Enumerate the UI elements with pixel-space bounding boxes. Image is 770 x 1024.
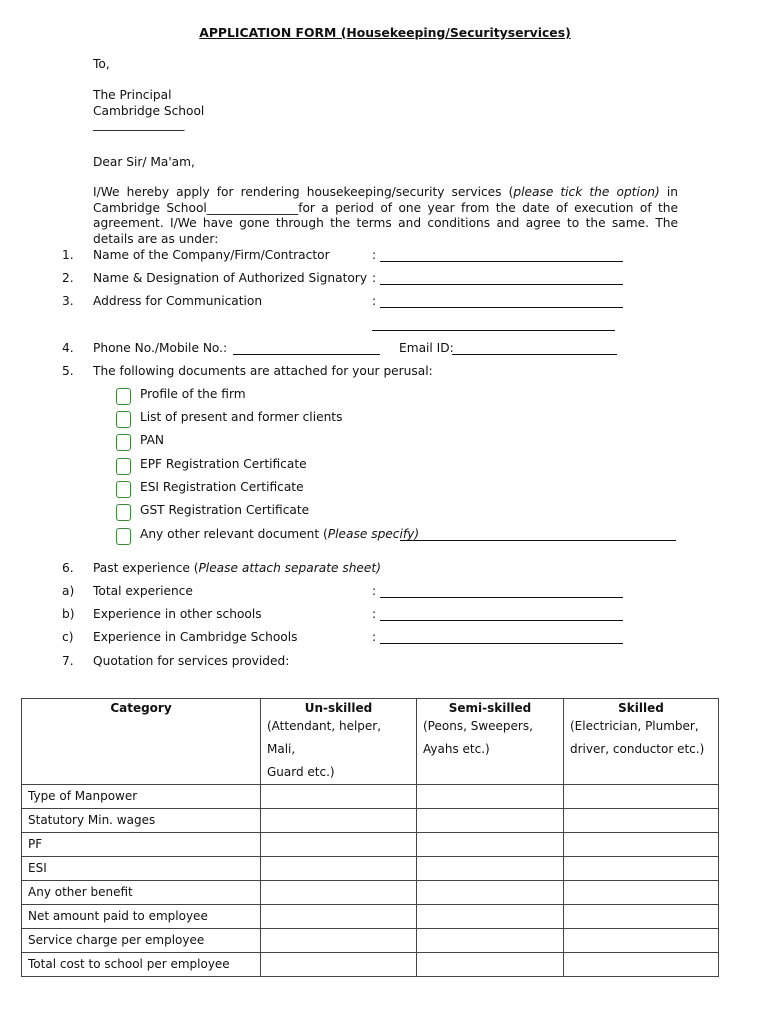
- field-num-5: 5.: [62, 364, 74, 378]
- table-row: [22, 833, 719, 857]
- table-cell-input[interactable]: [417, 881, 564, 905]
- intro-italic: please tick the option): [513, 185, 660, 199]
- quotation-label: Quotation for services provided:: [93, 654, 290, 668]
- field-num-2: 2.: [62, 271, 74, 285]
- document-item-other: [140, 527, 419, 541]
- checkbox-esi[interactable]: [116, 481, 131, 498]
- field-num-1: 1.: [62, 248, 74, 262]
- experience-label: [93, 561, 381, 575]
- document-item-clients: List of present and former clients: [140, 410, 343, 424]
- row-label: Net amount paid to employee: [22, 905, 261, 929]
- phone-label: Phone No./Mobile No.:: [93, 341, 228, 355]
- table-cell-input[interactable]: [261, 953, 417, 977]
- table-cell-input[interactable]: [417, 953, 564, 977]
- row-label: Service charge per employee: [22, 929, 261, 953]
- table-cell-input[interactable]: [564, 905, 719, 929]
- address-field-line-2[interactable]: [372, 330, 615, 331]
- table-row: [22, 809, 719, 833]
- total-experience-field[interactable]: [380, 597, 623, 598]
- email-label: Email ID:: [399, 341, 454, 355]
- checkbox-other[interactable]: [116, 528, 131, 545]
- row-label: Any other benefit: [22, 881, 261, 905]
- other-prefix: Any other relevant document (: [140, 527, 328, 541]
- other-schools-label: Experience in other schools: [93, 607, 262, 621]
- table-cell-input[interactable]: [564, 881, 719, 905]
- other-document-field[interactable]: [400, 540, 676, 541]
- email-field[interactable]: [452, 354, 617, 355]
- table-cell-input[interactable]: [417, 929, 564, 953]
- table-cell-input[interactable]: [417, 833, 564, 857]
- row-label: PF: [22, 833, 261, 857]
- address-line-3: _______________: [93, 117, 185, 131]
- document-item-epf: EPF Registration Certificate: [140, 457, 307, 471]
- other-italic: Please specify): [327, 527, 420, 541]
- table-cell-input[interactable]: [417, 905, 564, 929]
- table-row: [22, 857, 719, 881]
- table-header-row: [22, 699, 719, 785]
- table-cell-input[interactable]: [564, 785, 719, 809]
- checkbox-clients[interactable]: [116, 411, 131, 428]
- total-experience-label: Total experience: [93, 584, 193, 598]
- header-unskilled: Un-skilled (Attendant, helper, Mali, Guard etc.): [261, 699, 417, 785]
- row-label: ESI: [22, 857, 261, 881]
- table-cell-input[interactable]: [564, 809, 719, 833]
- field-label-address: Address for Communication: [93, 294, 263, 308]
- field-num-7: 7.: [62, 654, 74, 668]
- experience-num-b: b): [62, 607, 75, 621]
- table-cell-input[interactable]: [261, 905, 417, 929]
- checkbox-pan[interactable]: [116, 434, 131, 451]
- field-colon: :: [372, 271, 377, 285]
- company-name-field[interactable]: [380, 261, 623, 262]
- field-colon: :: [372, 630, 377, 644]
- document-item-gst: GST Registration Certificate: [140, 503, 310, 517]
- field-num-6: 6.: [62, 561, 74, 575]
- row-label: Type of Manpower: [22, 785, 261, 809]
- document-item-pan: PAN: [140, 433, 165, 447]
- field-colon: :: [372, 294, 377, 308]
- table-cell-input[interactable]: [261, 929, 417, 953]
- table-row: [22, 785, 719, 809]
- intro-text-1: I/We hereby apply for rendering housekeeping/security services (: [93, 185, 514, 199]
- table-cell-input[interactable]: [564, 857, 719, 881]
- table-cell-input[interactable]: [261, 809, 417, 833]
- table-cell-input[interactable]: [417, 809, 564, 833]
- document-item-esi: ESI Registration Certificate: [140, 480, 304, 494]
- table-cell-input[interactable]: [417, 785, 564, 809]
- other-schools-field[interactable]: [380, 620, 623, 621]
- document-item-profile: Profile of the firm: [140, 387, 246, 401]
- table-cell-input[interactable]: [261, 833, 417, 857]
- intro-paragraph: [93, 185, 678, 247]
- field-label-company: Name of the Company/Firm/Contractor: [93, 248, 330, 262]
- address-to: To,: [93, 57, 110, 71]
- form-title: APPLICATION FORM (Housekeeping/Securityservices): [199, 25, 571, 40]
- cambridge-schools-label: Experience in Cambridge Schools: [93, 630, 298, 644]
- table-row: [22, 929, 719, 953]
- field-num-3: 3.: [62, 294, 74, 308]
- row-label: Statutory Min. wages: [22, 809, 261, 833]
- table-cell-input[interactable]: [261, 785, 417, 809]
- table-cell-input[interactable]: [261, 857, 417, 881]
- intro-text-2: in Cambridge School: [93, 185, 678, 215]
- salutation: Dear Sir/ Ma'am,: [93, 155, 195, 169]
- field-num-4: 4.: [62, 341, 74, 355]
- field-colon: :: [372, 607, 377, 621]
- experience-num-c: c): [62, 630, 74, 644]
- field-label-signatory: Name & Designation of Authorized Signatory: [93, 271, 368, 285]
- address-line-2: Cambridge School: [93, 104, 205, 118]
- table-row: [22, 953, 719, 977]
- table-cell-input[interactable]: [417, 857, 564, 881]
- intro-school-blank[interactable]: _______________: [206, 200, 299, 215]
- table-row: [22, 905, 719, 929]
- checkbox-gst[interactable]: [116, 504, 131, 521]
- table-cell-input[interactable]: [564, 929, 719, 953]
- cambridge-schools-field[interactable]: [380, 643, 623, 644]
- table-cell-input[interactable]: [564, 833, 719, 857]
- phone-field[interactable]: [233, 354, 380, 355]
- address-field-line-1[interactable]: [380, 307, 623, 308]
- header-semiskilled: Semi-skilled (Peons, Sweepers, Ayahs etc.): [417, 699, 564, 785]
- checkbox-profile[interactable]: [116, 388, 131, 405]
- table-row: [22, 881, 719, 905]
- row-label: Total cost to school per employee: [22, 953, 261, 977]
- intro-text-3: for a period of one year from the date of execution of the agreement. I/We have gone through the terms and conditions and agree to the same. The details are as under:: [93, 200, 678, 246]
- experience-num-a: a): [62, 584, 75, 598]
- experience-italic: Please attach separate sheet): [198, 561, 381, 575]
- experience-text: Past experience (: [93, 561, 199, 575]
- address-line-1: The Principal: [93, 88, 172, 102]
- table-cell-input[interactable]: [564, 953, 719, 977]
- field-colon: :: [372, 584, 377, 598]
- header-skilled: Skilled (Electrician, Plumber, driver, conductor etc.): [564, 699, 719, 785]
- signatory-field[interactable]: [380, 284, 623, 285]
- documents-label: The following documents are attached for your perusal:: [93, 364, 433, 378]
- quotation-table: [21, 698, 719, 977]
- checkbox-epf[interactable]: [116, 458, 131, 475]
- table-cell-input[interactable]: [261, 881, 417, 905]
- field-colon: :: [372, 248, 377, 262]
- header-category: Category: [22, 699, 261, 785]
